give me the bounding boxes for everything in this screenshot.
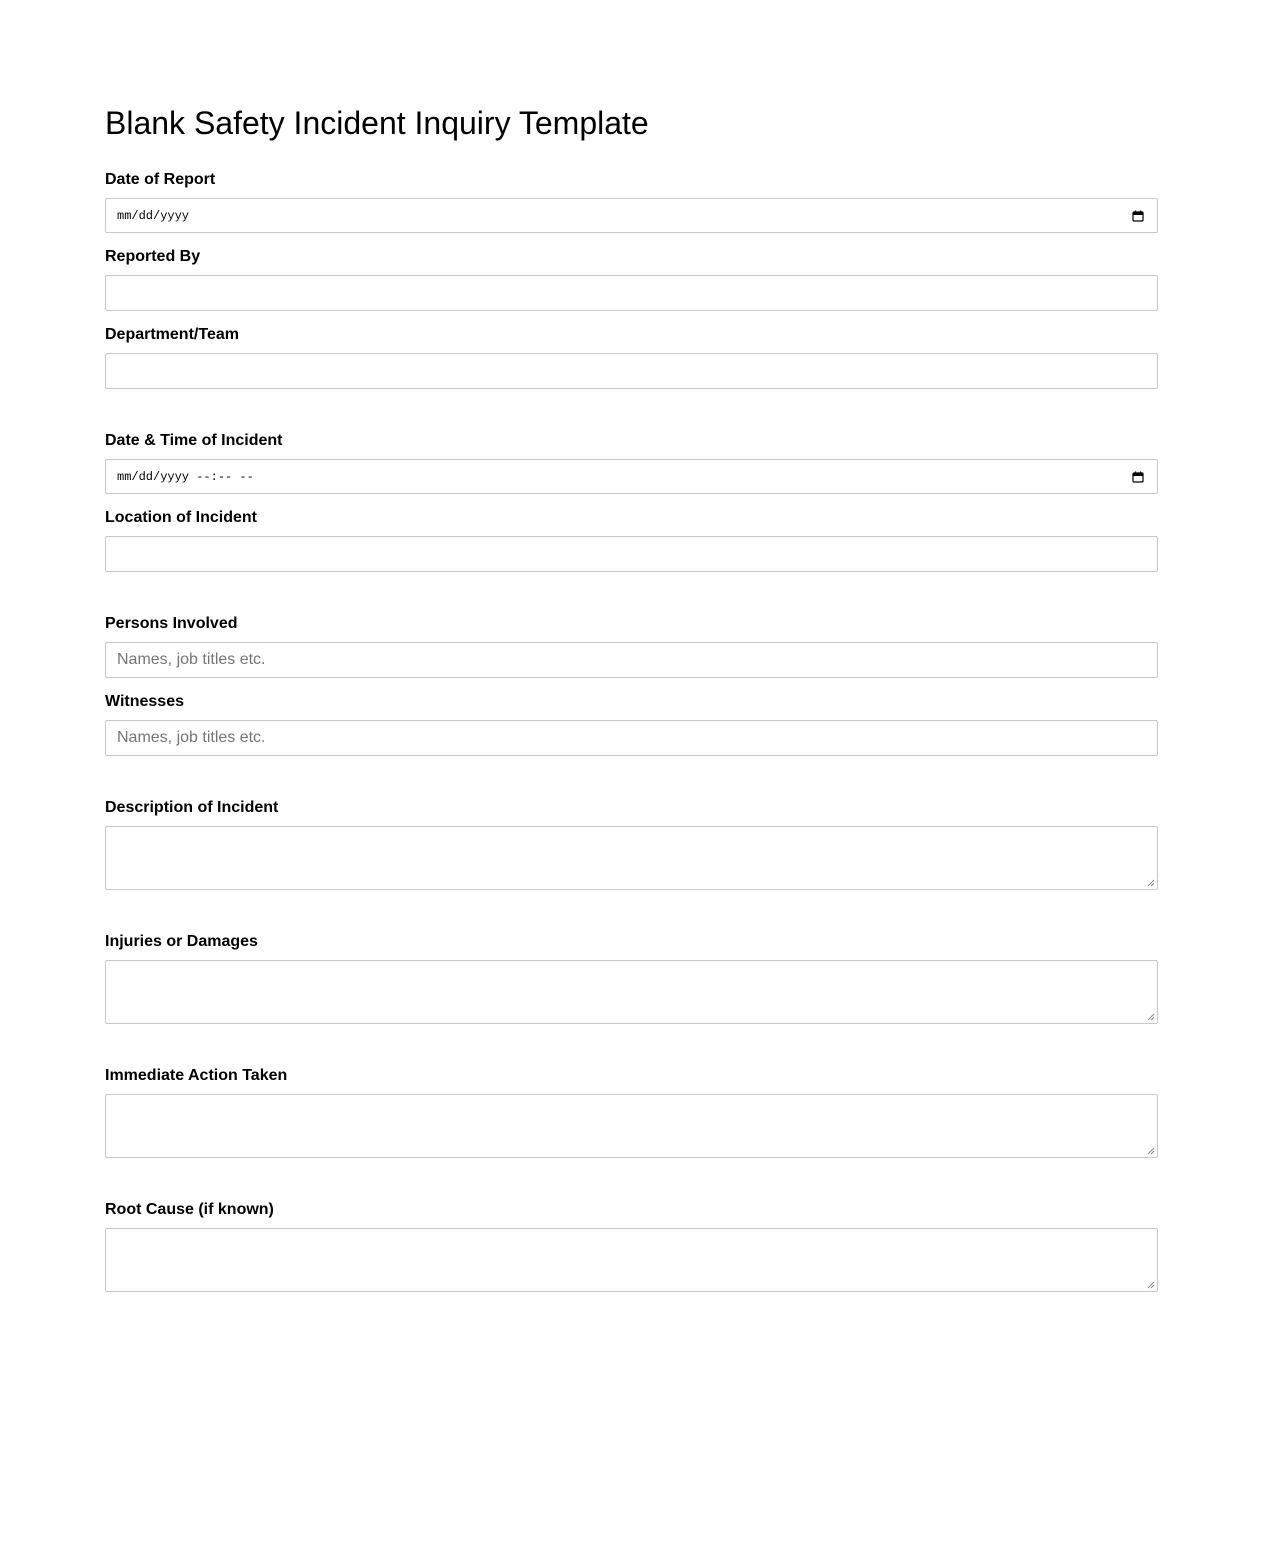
reported-by-field [105,248,1158,311]
witnesses-input[interactable] [105,720,1158,756]
persons-involved-field [105,615,1158,678]
injuries-damages-label: Injuries or Damages [105,933,258,950]
department-team-input[interactable] [105,353,1158,389]
reported-by-input[interactable] [105,275,1158,311]
department-team-field [105,326,1158,389]
description-field [105,799,1158,890]
incident-datetime-field [105,432,1158,494]
persons-involved-label: Persons Involved [105,615,238,632]
incident-datetime-value: mm/dd/yyyy --:-- -- [117,470,254,484]
root-cause-label: Root Cause (if known) [105,1201,274,1218]
persons-involved-placeholder: Names, job titles etc. [117,651,266,668]
page-title: Blank Safety Incident Inquiry Template [105,105,649,141]
immediate-action-label: Immediate Action Taken [105,1067,288,1084]
location-label: Location of Incident [105,509,257,526]
witnesses-placeholder: Names, job titles etc. [117,729,266,746]
description-label: Description of Incident [105,799,279,816]
department-team-label: Department/Team [105,326,239,343]
date-of-report-field [105,171,1158,233]
location-field [105,509,1158,572]
calendar-icon[interactable] [1132,210,1144,222]
immediate-action-textarea[interactable] [105,1094,1158,1158]
root-cause-textarea[interactable] [105,1228,1158,1292]
injuries-damages-field [105,933,1158,1024]
root-cause-field [105,1201,1158,1292]
resize-grip-icon[interactable] [1147,1013,1155,1021]
date-of-report-label: Date of Report [105,171,216,188]
incident-datetime-label: Date & Time of Incident [105,432,283,449]
date-of-report-input[interactable] [105,198,1158,233]
calendar-icon[interactable] [1132,471,1144,483]
date-of-report-value: mm/dd/yyyy [117,209,190,223]
resize-grip-icon[interactable] [1147,1281,1155,1289]
injuries-damages-textarea[interactable] [105,960,1158,1024]
resize-grip-icon[interactable] [1147,879,1155,887]
immediate-action-field [105,1067,1158,1158]
location-input[interactable] [105,536,1158,572]
description-textarea[interactable] [105,826,1158,890]
persons-involved-input[interactable] [105,642,1158,678]
witnesses-label: Witnesses [105,693,184,710]
witnesses-field [105,693,1158,756]
reported-by-label: Reported By [105,248,201,265]
incident-datetime-input[interactable] [105,459,1158,494]
resize-grip-icon[interactable] [1147,1147,1155,1155]
